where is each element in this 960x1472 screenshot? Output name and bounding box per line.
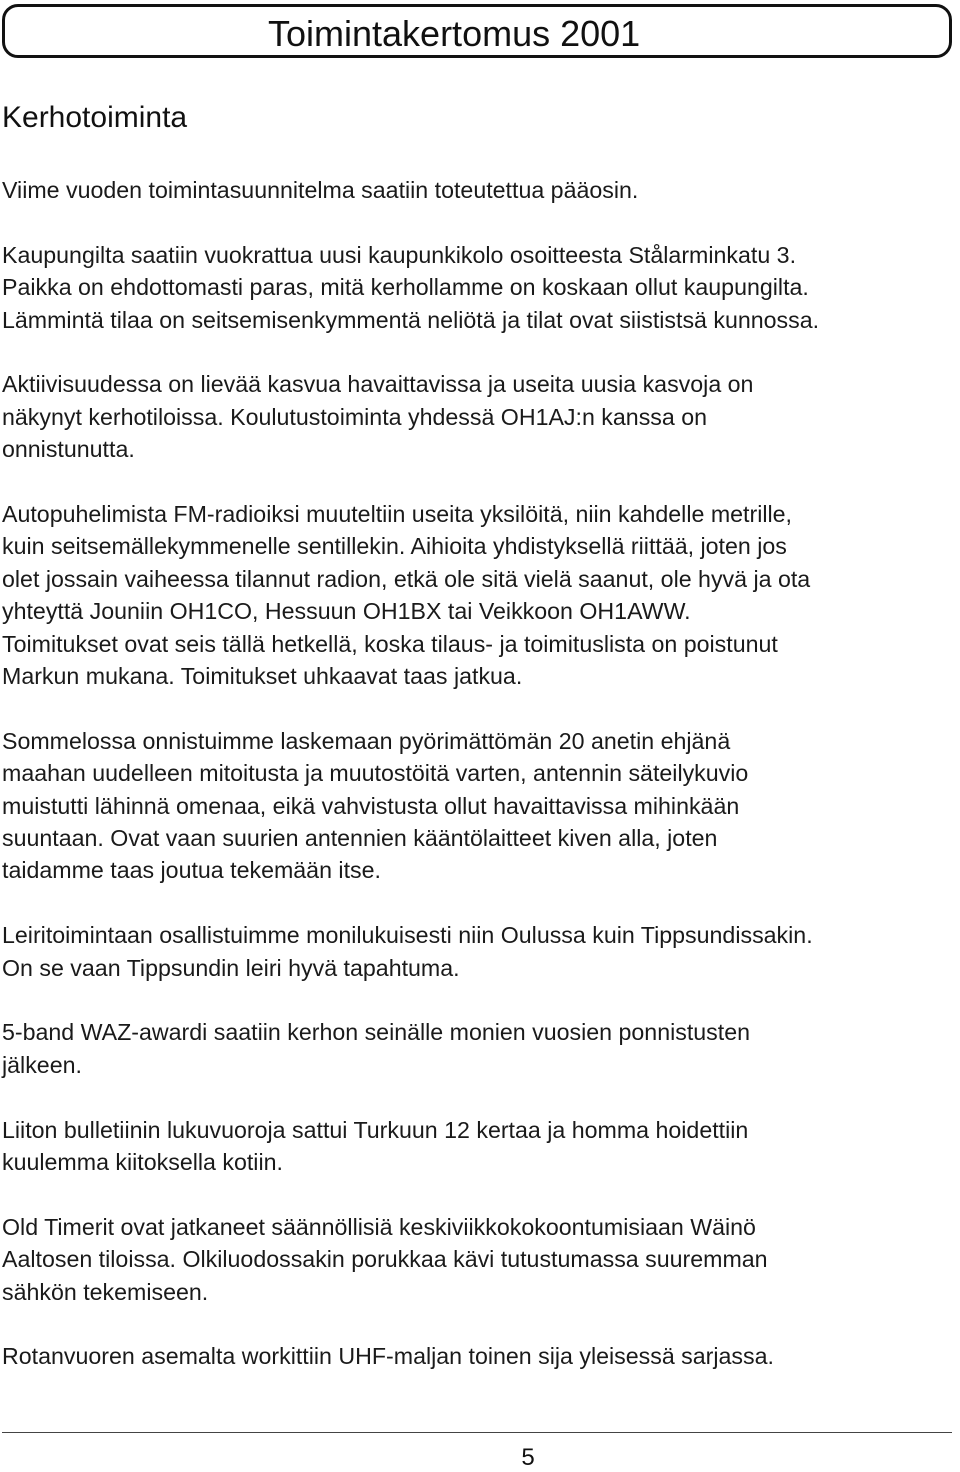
paragraph: Aktiivisuudessa on lievää kasvua havaittavissa ja useita uusia kasvoja on näkynyt kerhotiloissa. Koulutustoiminta yhdessä OH1AJ:n kanssa on onnistunutta. bbox=[2, 371, 754, 463]
paragraph: Kaupungilta saatiin vuokrattua uusi kaupunkikolo osoitteesta Stålarminkatu 3. Paikka on ehdottomasti paras, mitä kerhollamme on koskaan ollut kaupungilta. Lämmintä tilaa on seitsemisenkymmentä neliötä ja tilat ovat siististsä kunnossa. bbox=[2, 241, 820, 333]
body-text bbox=[2, 174, 958, 1405]
paragraph: Rotanvuoren asemalta workittiin UHF-maljan toinen sija yleisessä sarjassa. bbox=[2, 1343, 774, 1370]
paragraph: 5-band WAZ-awardi saatiin kerhon seinälle monien vuosien ponnistusten jälkeen. bbox=[2, 1019, 751, 1078]
section-heading: Kerhotoiminta bbox=[2, 101, 188, 134]
page-number: 5 bbox=[521, 1444, 535, 1471]
paragraph: Old Timerit ovat jatkaneet säännöllisiä keskiviikkokokoontumisiaan Wäinö Aaltosen tiloissa. Olkiluodossakin porukkaa kävi tutustumassa suuremman sähkön tekemiseen. bbox=[2, 1213, 768, 1305]
document-title: Toimintakertomus 2001 bbox=[268, 13, 641, 54]
paragraph: Liiton bulletiinin lukuvuoroja sattui Turkuun 12 kertaa ja homma hoidettiin kuulemma kiitoksella kotiin. bbox=[2, 1116, 749, 1176]
footer-divider bbox=[2, 1432, 952, 1433]
paragraph: Autopuhelimista FM-radioiksi muuteltiin useita yksilöitä, niin kahdelle metrille, kuin seitsemällekymmenelle sentillekin. Aihioita yhdistyksellä riittää, joten jos olet jossain vaiheessa tilannut radion, etkä ole sitä vielä saanut, ole hyvä ja ota yhteyttä Jouniin OH1CO, Hessuun OH1BX tai Veikkoon OH1AWW. Toimitukset ovat seis tällä hetkellä, koska tilaus- ja toimituslista on poistunut Markun mukana. Toimitukset uhkaavat taas jatkua. bbox=[2, 501, 811, 690]
paragraph: Sommelossa onnistuimme laskemaan pyörimättömän 20 anetin ehjänä maahan uudelleen mitoitusta ja muutostöitä varten, antennin säteilykuvio muistutti lähinnä omenaa, eikä vahvistusta ollut havaittavissa mihinkään suuntaan. Ovat vaan suurien antennien kääntölaitteet kiven alla, joten taidamme taas joutua tekemään itse. bbox=[2, 727, 749, 884]
paragraph: Viime vuoden toimintasuunnitelma saatiin toteutettua pääosin. bbox=[2, 177, 639, 203]
paragraph: Leiritoimintaan osallistuimme monilukuisesti niin Oulussa kuin Tippsundissakin. On se vaan Tippsundin leiri hyvä tapahtuma. bbox=[2, 922, 813, 981]
